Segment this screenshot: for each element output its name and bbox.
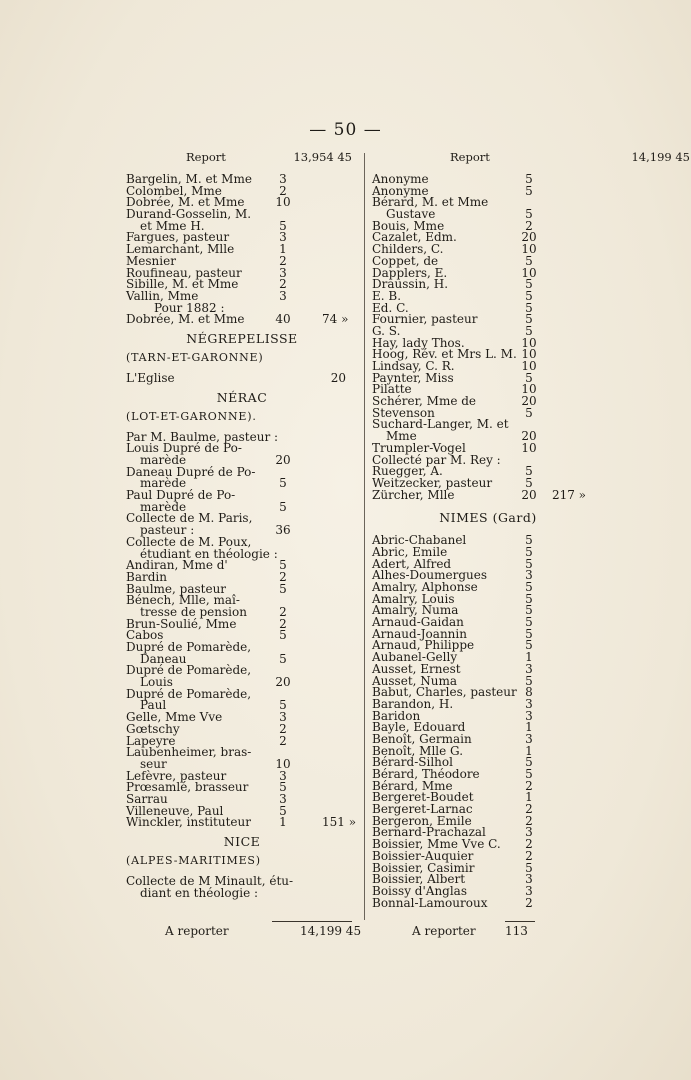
entry-name: Benoît, Germain (372, 731, 472, 746)
entry-amount: 5 (525, 312, 533, 327)
entry-amount: 20 (521, 429, 537, 444)
entry-amount: 20 (275, 675, 291, 690)
entry-amount: 1 (525, 743, 533, 758)
entry-name: Cazalet, Edm. (372, 230, 457, 245)
section-title-nimes: NIMES (Gard) (439, 510, 537, 526)
entry-row (126, 370, 358, 385)
entry-name: L'Eglise (126, 370, 175, 385)
entry-name: Laubenheimer, bras- (126, 745, 252, 760)
entry-name: Bargelin, M. et Mme (126, 172, 252, 186)
entry-amount: 5 (279, 780, 287, 795)
entry-name: Anonyme (372, 183, 429, 198)
entry-name: Dobrée, M. et Mme (126, 195, 245, 210)
entry-name: Bergeret-Boudet (372, 790, 474, 805)
entry-amount: 5 (525, 755, 533, 770)
left-footer-label: A reporter (165, 924, 229, 938)
left-entries-block2 (126, 370, 358, 385)
entry-name: Benoît, Mlle G. (372, 743, 464, 758)
entry-name: Weitzecker, pasteur (372, 475, 493, 490)
entry-amount: 5 (525, 277, 533, 292)
entry-amount: 2 (279, 616, 287, 631)
entry-subtotal: 74 » (322, 312, 349, 327)
left-report-label: Report (186, 150, 226, 164)
section-title-nerac: NÉRAC (216, 389, 268, 405)
entry-amount: 10 (521, 265, 537, 280)
entry-name: Par M. Baulme, pasteur : (126, 429, 279, 444)
entry-amount: 10 (275, 756, 291, 771)
entry-row (372, 279, 604, 291)
entry-name: Boissy d'Anglas (372, 883, 467, 898)
entry-amount: 5 (525, 207, 533, 222)
entry-name: Bouis, Mme (372, 218, 445, 233)
entry-amount: 5 (525, 183, 533, 198)
entry-amount: 5 (525, 475, 533, 490)
entry-name: Paul Dupré de Po- (126, 488, 236, 503)
entry-name: Dobrée, M. et Mme (126, 312, 245, 327)
entry-name: Mme (386, 429, 417, 444)
entry-name: Bonnal-Lamouroux (372, 895, 488, 910)
entry-amount: 2 (525, 813, 533, 828)
entry-name: marède (140, 476, 187, 491)
entry-amount: 5 (525, 172, 533, 186)
entry-amount: 5 (525, 544, 533, 559)
entry-name: Gelle, Mme Vve (126, 710, 223, 725)
entry-name: marède (140, 499, 187, 514)
entry-name: tresse de pension (140, 604, 247, 619)
entry-amount: 2 (525, 895, 533, 910)
entry-amount: 3 (279, 265, 287, 280)
entry-amount: 2 (279, 183, 287, 198)
right-entries-block1 (372, 174, 604, 501)
right-footer-label: A reporter (412, 924, 476, 938)
entry-name: Anonyme (372, 172, 429, 186)
entry-name: Arnaud-Joannin (372, 626, 467, 641)
entry-name: et Mme H. (140, 218, 205, 233)
entry-name: Dupré de Pomarède, (126, 663, 252, 678)
entry-name: Ruegger, A. (372, 464, 443, 479)
entry-name: Boissier-Auquier (372, 848, 474, 863)
left-report-header (126, 150, 358, 174)
right-report-header (372, 150, 690, 174)
entry-amount: 20 (521, 230, 537, 245)
entry-amount: 1 (279, 815, 287, 830)
entry-amount: 5 (279, 581, 287, 596)
entry-amount: 5 (525, 405, 533, 420)
entry-name: Abric, Emile (372, 544, 448, 559)
entry-name: Amalry, Numa (372, 603, 459, 618)
entry-name: Colombel, Mme (126, 183, 222, 198)
entry-name: Roufineau, pasteur (126, 265, 242, 280)
right-column (372, 150, 690, 910)
entry-row (372, 895, 604, 910)
entry-name: E. B. (372, 288, 402, 303)
entry-name: Bergeron, Emile (372, 813, 472, 828)
entry-amount: 3 (279, 768, 287, 783)
entry-amount: 5 (525, 767, 533, 781)
entry-amount: 5 (525, 370, 533, 385)
entry-subtotal: 20 (330, 370, 346, 385)
entry-amount: 3 (279, 230, 287, 245)
entry-name: Fargues, pasteur (126, 230, 230, 245)
entry-amount: 5 (279, 698, 287, 713)
right-report-value: 14,199 45 (631, 150, 690, 164)
entry-name: Barandon, H. (372, 696, 454, 711)
entry-amount: 2 (525, 837, 533, 852)
entry-name: Draussin, H. (372, 277, 449, 292)
entry-name: Winckler, instituteur (126, 815, 251, 830)
entry-name: Collecte de M. Poux, (126, 534, 252, 549)
entry-amount: 2 (279, 569, 287, 584)
entry-amount: 1 (525, 720, 533, 735)
entry-name: Bérard, M. et Mme (372, 195, 489, 210)
entry-name: Brun-Soulié, Mme (126, 616, 237, 631)
entry-name: Louis Dupré de Po- (126, 441, 242, 456)
section-title-nice: NICE (223, 834, 261, 849)
entry-amount: 5 (279, 803, 287, 818)
entry-name: Hay, lady Thos. (372, 335, 465, 350)
entry-amount: 2 (279, 253, 287, 268)
entry-name: Bayle, Edouard (372, 720, 466, 735)
entry-name: Daneau Dupré de Po- (126, 464, 256, 479)
entry-name: Stevenson (372, 405, 435, 420)
entry-name: seur (140, 756, 167, 771)
entry-name: Bénech, Mlle, maî- (126, 593, 240, 608)
entry-name: Boissier, Albert (372, 872, 466, 887)
entry-name: Adert, Alfred (372, 556, 452, 571)
entry-amount: 5 (279, 218, 287, 233)
entry-name: Andiran, Mme d' (126, 558, 228, 573)
entry-amount: 2 (525, 848, 533, 863)
entry-name: Louis (140, 675, 173, 690)
entry-amount: 2 (525, 802, 533, 817)
entry-amount: 5 (279, 651, 287, 666)
right-footer-value: 113 (505, 924, 528, 938)
entry-row (126, 314, 358, 326)
entry-amount: 3 (525, 825, 533, 840)
left-footer-value: 14,199 45 (300, 924, 362, 938)
entry-amount: 40 (275, 312, 291, 327)
left-entries-block4 (126, 876, 358, 899)
entry-name: Coppet, de (372, 253, 439, 268)
entry-name: Bérard, Mme (372, 778, 453, 793)
entry-amount: 2 (525, 778, 533, 793)
entry-amount: 5 (525, 556, 533, 571)
entry-amount: 3 (525, 708, 533, 723)
entry-name: Ed. C. (372, 300, 409, 315)
right-report-label: Report (450, 150, 490, 164)
entry-row (126, 817, 358, 829)
entry-amount: 5 (525, 638, 533, 653)
entry-amount: 5 (525, 323, 533, 338)
left-entries-block1 (126, 174, 358, 326)
entry-subtotal: 217 » (551, 487, 586, 502)
entry-name: Lindsay, C. R. (372, 359, 455, 373)
entry-amount: 10 (521, 440, 537, 455)
entry-name: Amalry, Alphonse (372, 580, 478, 594)
entry-amount: 5 (525, 626, 533, 641)
entry-name: Bardin (126, 569, 167, 584)
entry-name: Dupré de Pomarède, (126, 686, 252, 701)
entry-name: Boissier, Casimir (372, 860, 475, 875)
entry-amount: 5 (525, 580, 533, 594)
entry-amount: 10 (521, 382, 537, 397)
entry-name: Suchard-Langer, M. et (372, 417, 509, 432)
entry-amount: 1 (525, 790, 533, 805)
entry-row (372, 487, 604, 502)
left-column (126, 150, 358, 899)
entry-name: Amalry, Louis (372, 591, 455, 606)
entry-amount: 5 (525, 533, 533, 548)
entry-amount: 2 (279, 277, 287, 292)
entry-amount: 10 (521, 242, 537, 257)
right-entries-block2 (372, 535, 604, 909)
entry-name: Lemarchant, Mlle (126, 242, 235, 257)
entry-name: Baridon (372, 708, 421, 723)
entry-name: Cabos (126, 628, 164, 643)
entry-amount: 10 (521, 359, 537, 373)
entry-amount: 3 (525, 661, 533, 676)
entry-name: Sibille, M. et Mme (126, 277, 239, 292)
entry-name: Arnaud-Gaidan (372, 615, 464, 630)
entry-amount: 10 (521, 335, 537, 350)
entry-amount: 3 (525, 696, 533, 711)
entry-name: Sarrau (126, 791, 168, 806)
entry-amount: 5 (525, 300, 533, 315)
entry-name: Villeneuve, Paul (126, 803, 224, 818)
entry-amount: 5 (525, 288, 533, 303)
entry-amount: 10 (275, 195, 291, 210)
entry-name: Collecté par M. Rey : (372, 452, 501, 467)
left-entries-block3 (126, 429, 358, 830)
entry-amount: 3 (279, 710, 287, 725)
entry-name: Abric-Chabanel (372, 533, 467, 548)
entry-name: Pour 1882 : (154, 300, 225, 315)
entry-name: Paul (140, 698, 167, 713)
entry-name: diant en théologie : (140, 885, 259, 900)
entry-name: Mesnier (126, 253, 176, 268)
entry-name: Bergeret-Larnac (372, 802, 473, 817)
entry-amount: 5 (525, 673, 533, 688)
entry-amount: 3 (279, 791, 287, 806)
left-total-rule (272, 921, 352, 922)
entry-amount: 8 (525, 685, 533, 700)
entry-name: Aubanel-Gelly (372, 650, 458, 665)
entry-amount: 5 (525, 591, 533, 606)
entry-amount: 3 (279, 172, 287, 186)
entry-name: Dapplers, E. (372, 265, 448, 280)
entry-name: Trumpler-Vogel (372, 440, 466, 455)
section-subtitle-tarn-et-garonne: (TARN-ET-GARONNE) (126, 350, 264, 364)
entry-amount: 5 (525, 603, 533, 618)
entry-row (372, 314, 604, 326)
entry-amount: 3 (525, 872, 533, 887)
entry-subtotal: 151 » (322, 815, 357, 830)
entry-amount: 5 (279, 558, 287, 573)
entry-name: Ausset, Ernest (372, 661, 461, 676)
entry-name: Hoog, Rév. et Mrs L. M. (372, 347, 517, 362)
entry-name: Bérard, Théodore (372, 767, 480, 781)
entry-name: Gœtschy (126, 721, 180, 736)
entry-amount: 3 (525, 568, 533, 583)
entry-name: Pilatte (372, 382, 412, 397)
entry-name: pasteur : (140, 523, 195, 538)
entry-amount: 1 (525, 650, 533, 665)
entry-amount: 5 (279, 499, 287, 514)
entry-amount: 5 (279, 628, 287, 643)
entry-name: Durand-Gosselin, M. (126, 207, 252, 222)
entry-name: G. S. (372, 323, 401, 338)
entry-amount: 5 (279, 476, 287, 491)
entry-amount: 2 (279, 733, 287, 748)
left-report-value: 13,954 45 (293, 150, 352, 164)
entry-name: Daneau (140, 651, 187, 666)
entry-name: Vallin, Mme (126, 288, 199, 303)
column-divider (364, 153, 365, 920)
page-number: — 50 — (309, 120, 382, 140)
entry-name: Prœsamlé, brasseur (126, 780, 249, 795)
entry-name: Zürcher, Mlle (372, 487, 455, 502)
section-subtitle-alpes-maritimes: (ALPES-MARITIMES) (126, 854, 261, 867)
entry-amount: 5 (525, 253, 533, 268)
entry-amount: 5 (525, 464, 533, 479)
entry-row (126, 885, 358, 900)
entry-name: Alhes-Doumergues (372, 568, 488, 583)
entry-amount: 2 (525, 218, 533, 233)
entry-name: Collecte de M. Paris, (126, 511, 253, 526)
entry-amount: 5 (525, 860, 533, 875)
entry-name: marède (140, 453, 187, 467)
entry-name: Bernard-Prachazal (372, 825, 486, 840)
entry-amount: 2 (279, 721, 287, 736)
entry-name: Baulme, pasteur (126, 581, 227, 596)
entry-name: Childers, C. (372, 242, 444, 257)
entry-name: Dupré de Pomarède, (126, 640, 252, 654)
entry-amount: 1 (279, 242, 287, 257)
entry-name: Paynter, Miss (372, 370, 454, 385)
entry-name: Lefèvre, pasteur (126, 768, 227, 783)
entry-name: Bérard-Silhol (372, 755, 453, 770)
entry-name: Babut, Charles, pasteur (372, 685, 517, 700)
section-title-negrepelisse: NÉGREPELISSE (186, 330, 298, 346)
entry-amount: 3 (525, 731, 533, 746)
entry-name: Boissier, Mme Vve C. (372, 837, 501, 852)
entry-amount: 3 (525, 883, 533, 898)
entry-name: Lapeyre (126, 733, 176, 748)
entry-name: Collecte de M Minault, étu- (126, 874, 294, 888)
entry-amount: 5 (525, 615, 533, 630)
entry-name: Arnaud, Philippe (372, 638, 475, 653)
right-total-rule (505, 921, 535, 922)
entry-amount: 10 (521, 347, 537, 362)
entry-name: Fournier, pasteur (372, 312, 478, 327)
entry-amount: 3 (279, 288, 287, 303)
entry-amount: 20 (275, 453, 291, 467)
entry-name: étudiant en théologie : (140, 546, 278, 561)
entry-amount: 20 (521, 394, 537, 409)
entry-name: Schérer, Mme de (372, 394, 477, 409)
entry-name: Ausset, Numa (372, 673, 458, 688)
entry-amount: 20 (521, 487, 537, 502)
entry-amount: 36 (275, 523, 291, 538)
entry-amount: 2 (279, 604, 287, 619)
section-subtitle-lot-et-garonne: (LOT-ET-GARONNE). (126, 409, 257, 423)
entry-name: Gustave (386, 207, 436, 222)
